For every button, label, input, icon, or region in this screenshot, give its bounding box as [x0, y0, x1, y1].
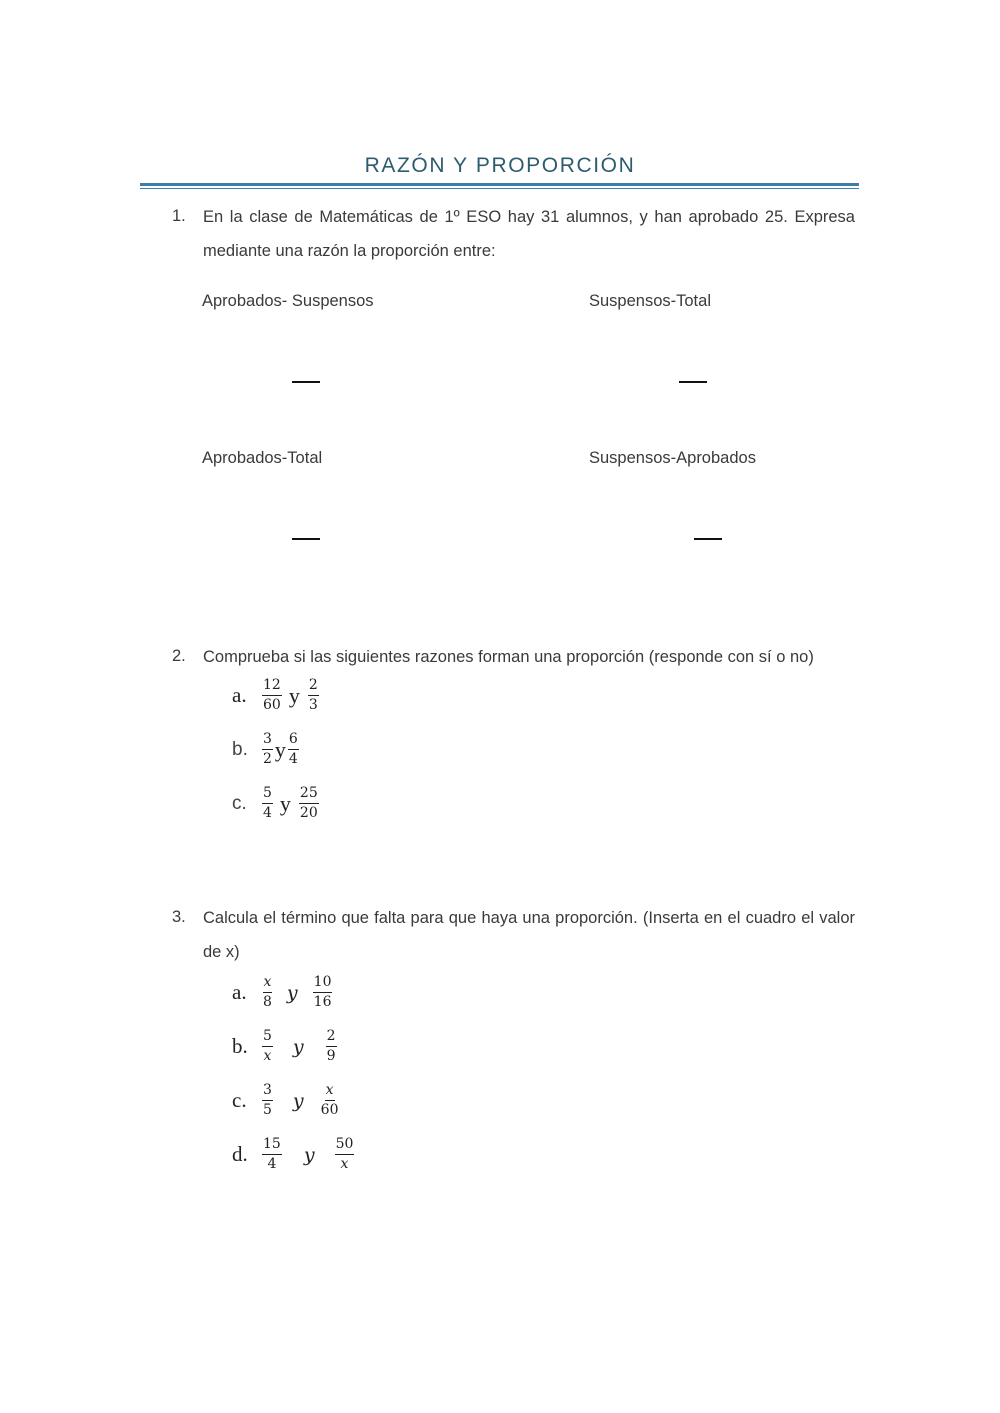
denominator: x [263, 1048, 272, 1064]
fraction-answer-field[interactable] [679, 381, 707, 383]
conjunction: y [292, 1035, 304, 1058]
numerator: 12 [262, 677, 282, 696]
item-letter: d. [232, 1142, 248, 1166]
item-letter: a. [232, 683, 247, 707]
ratio-label-aprobados-suspensos: Aprobados- Suspensos [202, 292, 374, 310]
fraction [313, 974, 333, 1011]
denominator: 4 [288, 751, 298, 767]
item-letter: a. [232, 980, 247, 1004]
numerator: 6 [288, 731, 299, 750]
denominator: 3 [308, 697, 318, 713]
fraction [262, 1136, 282, 1173]
fraction [335, 1136, 355, 1173]
numerator: x [325, 1082, 335, 1101]
question-1-text-line-2: mediante una razón la proporción entre: [203, 242, 496, 260]
denominator: 8 [263, 994, 272, 1010]
numerator: 50 [335, 1136, 355, 1155]
denominator: x [340, 1156, 349, 1172]
ratio-label-suspensos-total: Suspensos-Total [589, 292, 711, 310]
fraction [288, 731, 299, 768]
numerator: 15 [262, 1136, 282, 1155]
fraction [262, 785, 273, 822]
question-2-text: Comprueba si las siguientes razones forman una proporción (responde con sí o no) [203, 648, 814, 666]
fraction [326, 1028, 337, 1065]
denominator: 4 [267, 1156, 277, 1172]
title-underline [140, 183, 859, 186]
question-2-number: 2. [172, 647, 186, 665]
fraction [262, 974, 273, 1011]
fraction-answer-field[interactable] [292, 538, 320, 540]
numerator: 5 [262, 1028, 273, 1047]
fraction [299, 785, 319, 822]
denominator: 4 [263, 805, 272, 821]
question-3-text-line-2: de x) [203, 943, 240, 961]
fraction-answer-field[interactable] [292, 381, 320, 383]
numerator: 2 [326, 1028, 337, 1047]
q3-item-d [232, 1136, 354, 1173]
conjunction: y [286, 981, 298, 1004]
question-1-number: 1. [172, 207, 186, 225]
numerator: 3 [262, 1082, 273, 1101]
denominator: 60 [320, 1102, 339, 1118]
question-3-text-line-1: Calcula el término que falta para que haya una proporción. (Inserta en el cuadro el valor [203, 909, 855, 927]
numerator: 3 [262, 731, 273, 750]
denominator: 2 [263, 751, 272, 767]
conjunction: y [303, 1143, 315, 1166]
numerator: x [263, 974, 273, 993]
numerator: 25 [299, 785, 319, 804]
ratio-label-aprobados-total: Aprobados-Total [202, 449, 323, 467]
denominator: 9 [326, 1048, 336, 1064]
q3-item-b [232, 1028, 337, 1065]
conjunction: y [279, 790, 291, 816]
fraction [320, 1082, 340, 1119]
denominator: 20 [299, 805, 318, 821]
fraction-answer-field[interactable] [694, 538, 722, 540]
numerator: 10 [313, 974, 333, 993]
fraction [262, 1082, 273, 1119]
question-3-number: 3. [172, 908, 186, 926]
fraction [262, 677, 282, 714]
numerator: 5 [262, 785, 273, 804]
q3-item-c [232, 1082, 339, 1119]
ratio-label-suspensos-aprobados: Suspensos-Aprobados [589, 449, 756, 467]
conjunction: y [288, 682, 300, 708]
item-letter: b. [232, 1034, 248, 1058]
page-title: RAZÓN Y PROPORCIÓN [364, 154, 636, 177]
denominator: 60 [263, 697, 281, 713]
q2-item-c [232, 785, 319, 822]
denominator: 16 [313, 994, 332, 1010]
q3-item-a [232, 974, 332, 1011]
fraction [262, 1028, 273, 1065]
denominator: 5 [263, 1102, 272, 1118]
item-letter: c. [232, 1088, 247, 1112]
fraction [308, 677, 319, 714]
item-letter: c. [232, 792, 247, 814]
conjunction: y [274, 736, 286, 762]
item-letter: b. [232, 738, 248, 760]
question-1-text-line-1: En la clase de Matemáticas de 1º ESO hay 31 alumnos, y han aprobado 25. Expresa [203, 208, 855, 226]
q2-item-a [232, 677, 319, 714]
q2-item-b [232, 731, 299, 768]
title-underline-thin [140, 188, 859, 189]
fraction [262, 731, 273, 768]
conjunction: y [292, 1089, 304, 1112]
numerator: 2 [308, 677, 319, 696]
